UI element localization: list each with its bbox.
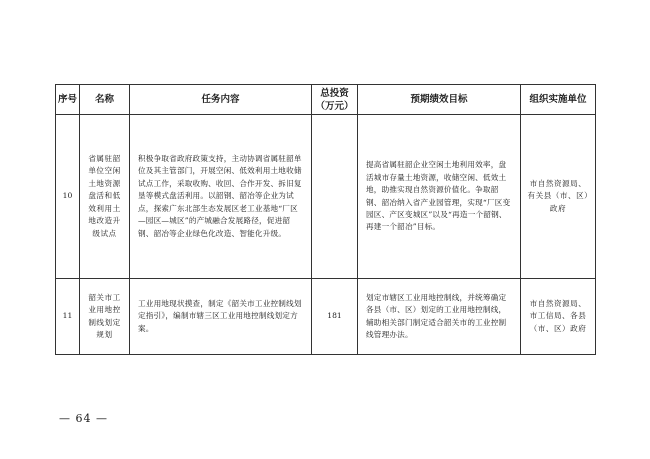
page-number: — 64 — (59, 412, 108, 425)
header-org: 组织实施单位 (521, 85, 596, 115)
row-investment: 181 (312, 279, 358, 355)
row-org: 市自然资源局、有关县（市、区）政府 (521, 115, 596, 279)
header-content: 任务内容 (130, 85, 312, 115)
header-row (56, 85, 596, 115)
task-table (55, 84, 596, 355)
row-content: 工业用地现状摸查，制定《韶关市工业控制线划定指引》，编制市辖三区工业用地控制线划定方案。 (130, 279, 312, 355)
header-name: 名称 (80, 85, 130, 115)
row-seq: 10 (56, 115, 80, 279)
row-investment (312, 115, 358, 279)
row-goal: 提高省属驻韶企业空闲土地利用效率，盘活城市存量土地资源，收储空闲、低效土地，助推实现自然资源价值化。争取韶钢、韶冶纳入省产业园管理，实现“厂区变园区、产区变城区”以及“再造一个韶钢、再建一个韶冶”目标。 (358, 115, 521, 279)
row-name: 省属驻韶单位空闲土地资源盘活和低效利用土地改造升级试点 (80, 115, 130, 279)
row-seq: 11 (56, 279, 80, 355)
header-investment: 总投资（万元） (312, 85, 358, 115)
row-org: 市自然资源局、市工信局、各县（市、区）政府 (521, 279, 596, 355)
header-seq: 序号 (56, 85, 80, 115)
row-content: 积极争取省政府政策支持，主动协调省属驻韶单位及其主管部门，开展空闲、低效利用土地收储试点工作，采取收购、收回、合作开发、拆旧复垦等模式盘活利用。以韶钢、韶冶等企业为试点，探索广东北部生态发展区老工业基地“厂区—园区—城区”的产城融合发展路径，促进韶钢、韶冶等企业绿色化改造、智能化升级。 (130, 115, 312, 279)
row-goal: 划定市辖区工业用地控制线，并统筹确定各县（市、区）划定的工业用地控制线，辅助相关部门制定适合韶关市的工业控制线管理办法。 (358, 279, 521, 355)
table-row (56, 279, 596, 355)
table-row (56, 115, 596, 279)
header-goal: 预期绩效目标 (358, 85, 521, 115)
row-name: 韶关市工业用地控制线划定规划 (80, 279, 130, 355)
